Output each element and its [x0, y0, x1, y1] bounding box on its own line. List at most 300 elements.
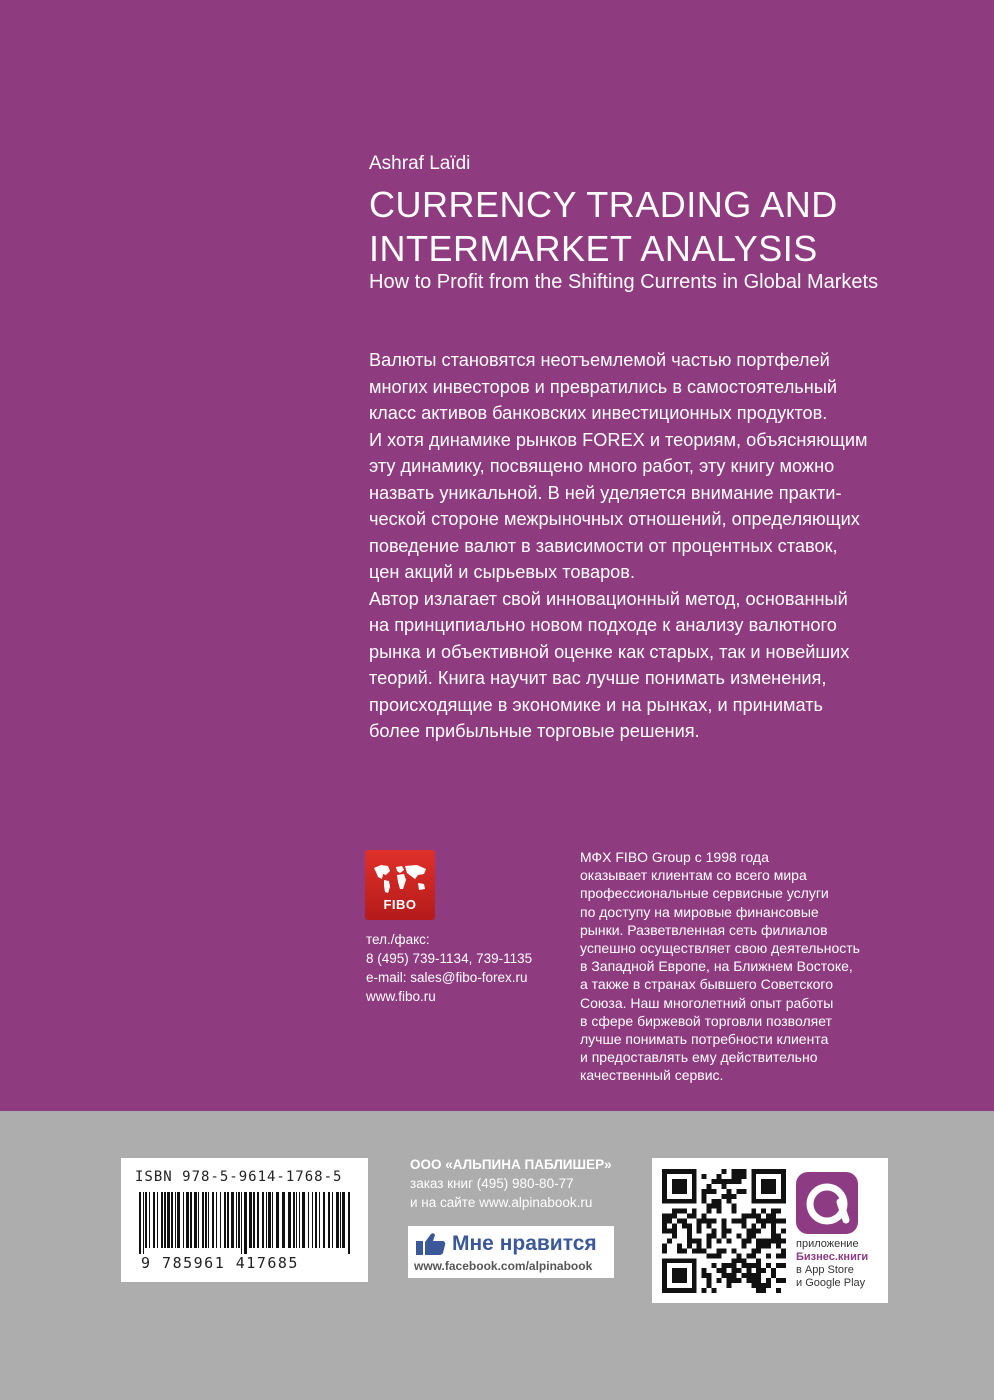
qr-module	[776, 1263, 781, 1268]
qr-module	[741, 1219, 746, 1224]
qr-module	[672, 1258, 677, 1263]
contact-phone: 8 (495) 739-1134, 739-1135	[366, 951, 533, 966]
description-line: ческой стороне межрыночных отношений, определяющих	[369, 509, 860, 529]
qr-module	[702, 1174, 707, 1179]
contact-fax-label: тел./факс:	[366, 932, 430, 947]
qr-module	[761, 1283, 766, 1288]
qr-module	[712, 1288, 717, 1293]
qr-module	[751, 1278, 756, 1283]
qr-module	[677, 1209, 682, 1214]
qr-module	[702, 1219, 707, 1224]
qr-module	[722, 1169, 727, 1174]
qr-module	[776, 1288, 781, 1293]
qr-module	[726, 1199, 731, 1204]
qr-module	[662, 1174, 667, 1179]
qr-module	[677, 1273, 682, 1278]
qr-module	[731, 1174, 736, 1179]
qr-module	[751, 1184, 756, 1189]
qr-module	[717, 1253, 722, 1258]
contact-website: www.fibo.ru	[366, 989, 436, 1004]
qr-module	[722, 1184, 727, 1189]
qr-module	[736, 1258, 741, 1263]
qr-module	[756, 1288, 761, 1293]
qr-module	[692, 1273, 697, 1278]
qr-module	[731, 1179, 736, 1184]
qr-module	[761, 1169, 766, 1174]
qr-module	[722, 1194, 727, 1199]
qr-module	[662, 1273, 667, 1278]
qr-module	[717, 1179, 722, 1184]
qr-module	[731, 1204, 736, 1209]
qr-module	[761, 1268, 766, 1273]
qr-module	[712, 1189, 717, 1194]
qr-module	[662, 1219, 667, 1224]
barcode-bar	[238, 1192, 240, 1248]
qr-module	[726, 1179, 731, 1184]
qr-module	[751, 1253, 756, 1258]
barcode-bar	[153, 1192, 155, 1248]
qr-module	[707, 1273, 712, 1278]
qr-module	[741, 1224, 746, 1229]
qr-module	[771, 1224, 776, 1229]
qr-module	[756, 1214, 761, 1219]
qr-code-image[interactable]	[662, 1169, 786, 1293]
qr-module	[736, 1179, 741, 1184]
qr-module	[751, 1224, 756, 1229]
qr-module	[687, 1214, 692, 1219]
qr-module	[682, 1258, 687, 1263]
qr-module	[776, 1233, 781, 1238]
qr-module	[697, 1243, 702, 1248]
qr-module	[756, 1258, 761, 1263]
qr-module	[707, 1283, 712, 1288]
qr-module	[687, 1199, 692, 1204]
qr-module	[717, 1209, 722, 1214]
qr-module	[662, 1268, 667, 1273]
qr-module	[776, 1219, 781, 1224]
qr-module	[761, 1199, 766, 1204]
qr-module	[667, 1169, 672, 1174]
qr-module	[746, 1268, 751, 1273]
qr-module	[722, 1229, 727, 1234]
qr-module	[682, 1169, 687, 1174]
qr-module	[741, 1169, 746, 1174]
fibo-contacts	[366, 930, 532, 1006]
qr-module	[741, 1243, 746, 1248]
barcode-bar	[216, 1192, 217, 1248]
qr-module	[662, 1169, 667, 1174]
barcode-bar	[293, 1192, 295, 1248]
fibo-logo	[365, 850, 435, 920]
qr-module	[736, 1189, 741, 1194]
qr-module	[687, 1233, 692, 1238]
qr-module	[717, 1238, 722, 1243]
qr-module	[771, 1189, 776, 1194]
qr-module	[662, 1258, 667, 1263]
qr-module	[756, 1219, 761, 1224]
qr-module	[756, 1243, 761, 1248]
qr-module	[677, 1248, 682, 1253]
qr-module	[771, 1219, 776, 1224]
qr-module	[766, 1238, 771, 1243]
qr-module	[731, 1268, 736, 1273]
title-line: INTERMARKET ANALYSIS	[369, 228, 818, 269]
qr-module	[726, 1238, 731, 1243]
qr-module	[781, 1179, 786, 1184]
qr-module	[776, 1253, 781, 1258]
qr-module	[682, 1209, 687, 1214]
qr-module	[781, 1169, 786, 1174]
qr-module	[776, 1169, 781, 1174]
qr-module	[736, 1233, 741, 1238]
qr-module	[707, 1278, 712, 1283]
app-store-line: в App Store	[796, 1264, 854, 1276]
qr-module	[682, 1179, 687, 1184]
qr-module	[667, 1199, 672, 1204]
qr-module	[781, 1229, 786, 1234]
qr-module	[781, 1238, 786, 1243]
qr-module	[756, 1248, 761, 1253]
fibo-description-line: оказывает клиентам со всего мира	[580, 867, 807, 884]
qr-module	[726, 1194, 731, 1199]
qr-module	[756, 1263, 761, 1268]
qr-module	[662, 1263, 667, 1268]
publisher-name: ООО «АЛЬПИНА ПАБЛИШЕР»	[410, 1157, 612, 1172]
qr-module	[677, 1258, 682, 1263]
description-line: рынка и объективной оценке как старых, так и новейших	[369, 641, 850, 662]
qr-module	[761, 1288, 766, 1293]
barcode-bar	[139, 1192, 141, 1254]
barcode-bar	[244, 1192, 247, 1254]
barcode-bar	[236, 1192, 237, 1248]
qr-module	[751, 1194, 756, 1199]
isbn-text: ISBN 978-5-9614-1768-5	[135, 1169, 343, 1185]
description-line: происходящие в экономике и на рынках, и принимать	[369, 694, 824, 715]
qr-module	[692, 1189, 697, 1194]
qr-module	[761, 1243, 766, 1248]
qr-module	[697, 1224, 702, 1229]
barcode-bar	[272, 1192, 273, 1248]
fibo-description-line: а также в странах бывшего Советского	[580, 976, 834, 993]
qr-module	[746, 1263, 751, 1268]
qr-module	[712, 1204, 717, 1209]
qr-module	[722, 1273, 727, 1278]
qr-module	[707, 1224, 712, 1229]
barcode-bar	[194, 1192, 197, 1248]
qr-module	[761, 1219, 766, 1224]
barcode-bar	[282, 1192, 285, 1248]
qr-module	[741, 1263, 746, 1268]
qr-module	[771, 1199, 776, 1204]
qr-module	[687, 1229, 692, 1234]
qr-module	[692, 1258, 697, 1263]
qr-module	[687, 1258, 692, 1263]
qr-module	[761, 1238, 766, 1243]
book-description	[369, 347, 929, 745]
qr-module	[736, 1268, 741, 1273]
qr-module	[766, 1179, 771, 1184]
qr-module	[771, 1238, 776, 1243]
qr-module	[741, 1189, 746, 1194]
qr-module	[662, 1179, 667, 1184]
qr-module	[756, 1169, 761, 1174]
barcode-bar	[302, 1192, 305, 1248]
qr-module	[712, 1199, 717, 1204]
isbn-barcode-panel	[121, 1158, 368, 1282]
qr-module	[702, 1194, 707, 1199]
alpina-app-icon	[796, 1172, 858, 1234]
qr-module	[682, 1278, 687, 1283]
qr-module	[662, 1189, 667, 1194]
qr-module	[692, 1174, 697, 1179]
qr-module	[741, 1258, 746, 1263]
qr-module	[771, 1184, 776, 1189]
fibo-description-line: успешно осуществляет свою деятельность	[580, 940, 860, 957]
barcode-bar	[171, 1192, 173, 1248]
description-line: поведение валют в зависимости от процентных ставок,	[369, 535, 838, 556]
qr-module	[771, 1214, 776, 1219]
qr-module	[672, 1288, 677, 1293]
qr-module	[667, 1229, 672, 1234]
qr-module	[697, 1219, 702, 1224]
fibo-description-line: рынки. Разветвленная сеть филиалов	[580, 921, 828, 938]
qr-module	[687, 1243, 692, 1248]
qr-module	[687, 1169, 692, 1174]
barcode-bar	[276, 1192, 279, 1248]
qr-module	[677, 1243, 682, 1248]
qr-module	[726, 1263, 731, 1268]
qr-module	[687, 1224, 692, 1229]
barcode-bar	[167, 1192, 170, 1248]
qr-module	[707, 1209, 712, 1214]
qr-module	[667, 1288, 672, 1293]
qr-module	[776, 1199, 781, 1204]
facebook-url[interactable]: www.facebook.com/alpinabook	[414, 1259, 593, 1273]
qr-module	[667, 1214, 672, 1219]
qr-module	[766, 1169, 771, 1174]
qr-module	[662, 1278, 667, 1283]
qr-module	[692, 1179, 697, 1184]
qr-module	[722, 1268, 727, 1273]
qr-module	[776, 1278, 781, 1283]
qr-module	[707, 1238, 712, 1243]
qr-module	[662, 1199, 667, 1204]
qr-module	[751, 1199, 756, 1204]
facebook-like-text: Мне нравится	[452, 1232, 597, 1255]
qr-module	[756, 1199, 761, 1204]
qr-module	[771, 1273, 776, 1278]
qr-module	[722, 1224, 727, 1229]
qr-module	[712, 1179, 717, 1184]
qr-module	[677, 1268, 682, 1273]
qr-module	[731, 1273, 736, 1278]
book-title	[369, 183, 838, 271]
qr-module	[781, 1174, 786, 1179]
qr-module	[702, 1199, 707, 1204]
description-line: класс активов банковских инвестиционных продуктов.	[369, 403, 828, 423]
qr-module	[677, 1189, 682, 1194]
qr-module	[677, 1219, 682, 1224]
qr-module	[707, 1189, 712, 1194]
qr-module	[781, 1263, 786, 1268]
qr-module	[672, 1214, 677, 1219]
barcode-bar	[332, 1192, 333, 1248]
barcode-bar	[227, 1192, 229, 1248]
qr-module	[672, 1278, 677, 1283]
qr-module	[736, 1174, 741, 1179]
qr-module	[751, 1174, 756, 1179]
qr-module	[667, 1238, 672, 1243]
barcode-bar	[175, 1192, 176, 1248]
qr-module	[692, 1238, 697, 1243]
qr-module	[731, 1194, 736, 1199]
qr-module	[746, 1238, 751, 1243]
qr-module	[692, 1214, 697, 1219]
qr-module	[756, 1268, 761, 1273]
qr-module	[731, 1209, 736, 1214]
qr-module	[722, 1233, 727, 1238]
qr-module	[781, 1194, 786, 1199]
world-map-icon	[371, 862, 429, 896]
fibo-description-line: в Западной Европе, на Ближнем Востоке,	[580, 958, 853, 975]
qr-module	[781, 1219, 786, 1224]
description-line: теорий. Книга научит вас лучше понимать изменения,	[369, 668, 827, 688]
qr-module	[717, 1278, 722, 1283]
barcode-bar	[205, 1192, 207, 1248]
description-line: И хотя динамике рынков FOREX и теориям, объясняющим	[369, 429, 868, 450]
qr-module	[751, 1214, 756, 1219]
qr-module	[736, 1278, 741, 1283]
qr-module	[741, 1273, 746, 1278]
qr-module	[677, 1199, 682, 1204]
fibo-description-line: Союза. Наш многолетний опыт работы	[580, 994, 834, 1011]
qr-module	[751, 1209, 756, 1214]
fibo-description-line: лучше понимать потребности клиента	[580, 1031, 829, 1048]
app-promo-text	[796, 1238, 868, 1290]
qr-module	[692, 1184, 697, 1189]
qr-module	[662, 1194, 667, 1199]
qr-module	[672, 1229, 677, 1234]
barcode-number: 9 785961 417685	[141, 1254, 299, 1272]
qr-module	[776, 1209, 781, 1214]
qr-module	[662, 1248, 667, 1253]
facebook-like-badge[interactable]	[408, 1226, 614, 1278]
description-line: назвать уникальной. В ней уделяется внимание практи-	[369, 482, 842, 503]
qr-module	[756, 1229, 761, 1234]
qr-module	[717, 1174, 722, 1179]
barcode-bar	[190, 1192, 192, 1248]
qr-module	[707, 1253, 712, 1258]
qr-module	[717, 1199, 722, 1204]
barcode-bar	[202, 1192, 204, 1248]
qr-module	[682, 1224, 687, 1229]
qr-module	[682, 1184, 687, 1189]
barcode-bar	[212, 1192, 214, 1248]
qr-module	[722, 1263, 727, 1268]
qr-module	[756, 1283, 761, 1288]
qr-module	[707, 1219, 712, 1224]
qr-module	[692, 1263, 697, 1268]
description-line: цен акций и сырьевых товаров.	[369, 562, 636, 582]
qr-module	[692, 1209, 697, 1214]
qr-module	[736, 1169, 741, 1174]
barcode-bar	[183, 1192, 184, 1248]
qr-module	[751, 1169, 756, 1174]
qr-module	[731, 1169, 736, 1174]
qr-module	[697, 1229, 702, 1234]
barcode-bar	[296, 1192, 297, 1248]
description-line: эту динамику, посвящено много работ, эту книгу можно	[369, 456, 835, 476]
title-line: CURRENCY TRADING AND	[369, 184, 838, 225]
qr-module	[751, 1189, 756, 1194]
qr-module	[702, 1214, 707, 1219]
qr-module	[672, 1169, 677, 1174]
qr-module	[761, 1224, 766, 1229]
qr-module	[746, 1214, 751, 1219]
qr-module	[741, 1238, 746, 1243]
qr-module	[692, 1199, 697, 1204]
qr-module	[736, 1253, 741, 1258]
qr-module	[781, 1253, 786, 1258]
qr-module	[682, 1219, 687, 1224]
barcode-bar	[224, 1192, 226, 1248]
qr-module	[781, 1199, 786, 1204]
qr-module	[766, 1214, 771, 1219]
qr-module	[662, 1283, 667, 1288]
barcode-bar	[143, 1192, 144, 1254]
qr-module	[751, 1283, 756, 1288]
fibo-description-line: и предоставлять ему действительно	[580, 1049, 818, 1066]
qr-module	[781, 1189, 786, 1194]
google-play-line: и Google Play	[796, 1277, 866, 1289]
qr-module	[712, 1233, 717, 1238]
qr-module	[662, 1214, 667, 1219]
qr-module	[761, 1184, 766, 1189]
qr-module	[702, 1248, 707, 1253]
qr-module	[682, 1248, 687, 1253]
qr-module	[662, 1243, 667, 1248]
qr-module	[712, 1219, 717, 1224]
barcode-bar	[177, 1192, 180, 1248]
qr-module	[726, 1278, 731, 1283]
qr-module	[682, 1189, 687, 1194]
qr-module	[702, 1189, 707, 1194]
fibo-description-line: профессиональные сервисные услуги	[580, 885, 829, 902]
qr-module	[736, 1219, 741, 1224]
qr-module	[712, 1263, 717, 1268]
qr-module	[741, 1174, 746, 1179]
qr-module	[677, 1288, 682, 1293]
description-line: Валюты становятся неотъемлемой частью портфелей	[369, 350, 830, 370]
qr-module	[746, 1273, 751, 1278]
qr-module	[746, 1229, 751, 1234]
qr-module	[682, 1273, 687, 1278]
barcode-bar	[164, 1192, 166, 1248]
fibo-description	[580, 848, 860, 1085]
qr-module	[717, 1204, 722, 1209]
barcode-bar	[220, 1192, 221, 1248]
qr-module	[672, 1199, 677, 1204]
qr-module	[667, 1219, 672, 1224]
qr-module	[731, 1263, 736, 1268]
barcode-bar	[312, 1192, 313, 1248]
barcode-bar	[149, 1192, 150, 1248]
qr-module	[771, 1169, 776, 1174]
qr-module	[771, 1229, 776, 1234]
qr-module	[751, 1233, 756, 1238]
qr-module	[766, 1278, 771, 1283]
qr-module	[672, 1189, 677, 1194]
